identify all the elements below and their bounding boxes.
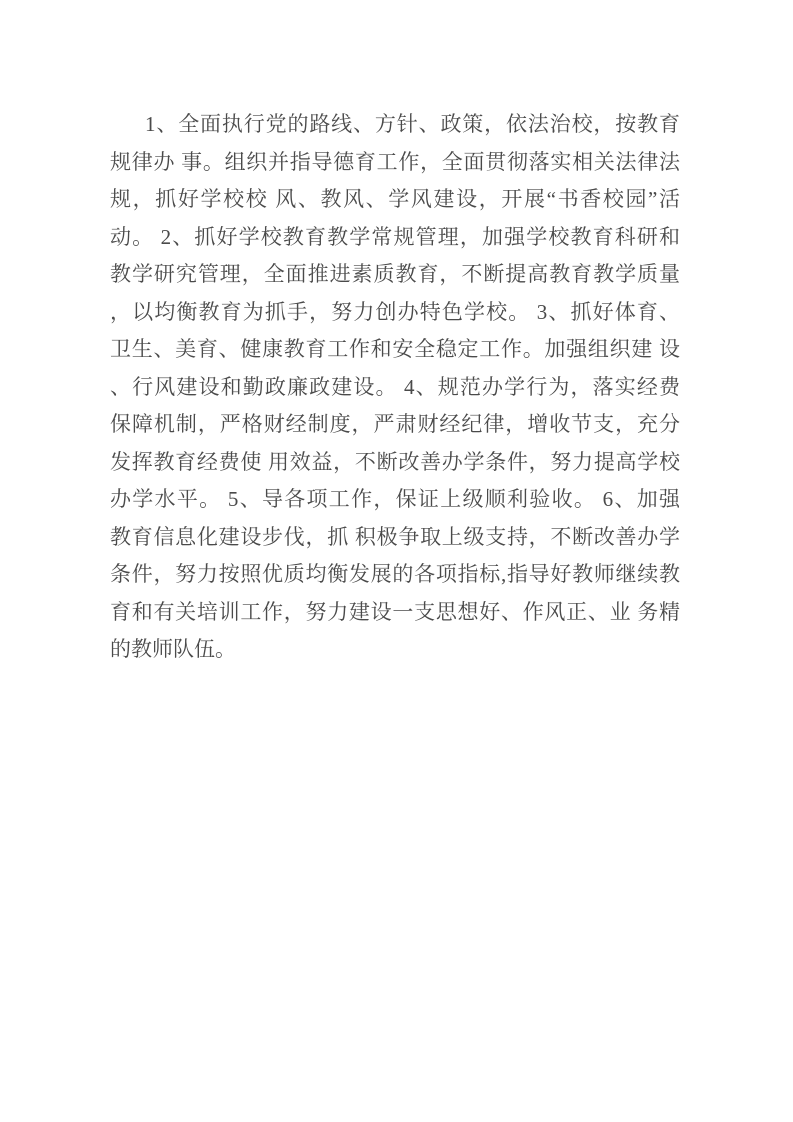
paragraph-line: 的教师队伍。 [110, 637, 236, 661]
body-paragraph [110, 106, 680, 669]
paragraph-line: 条件，努力按照优质均衡发展的各项指标,指导好教师继续教 [110, 562, 680, 586]
paragraph-line: 保障机制，严格财经制度，严肃财经纪律，增收节支，充分 [110, 412, 680, 436]
paragraph-line: 规律办 事。组织并指导德育工作，全面贯彻落实相关法律法 [110, 149, 680, 174]
paragraph-line: 规，抓好学校校 风、教风、学风建设，开展“书香校园”活 [110, 187, 680, 211]
paragraph-line: 发挥教育经费使 用效益，不断改善办学条件，努力提高学校 [110, 449, 680, 474]
paragraph-line: 卫生、美育、健康教育工作和安全稳定工作。加强组织建 设 [110, 337, 680, 361]
paragraph-line: 育和有关培训工作，努力建设一支思想好、作风正、业 务精 [110, 599, 680, 624]
paragraph-line: 教育信息化建设步伐，抓 积极争取上级支持，不断改善办学 [110, 524, 680, 549]
paragraph-line: 动。 2、抓好学校教育教学常规管理，加强学校教育科研和 [110, 224, 680, 249]
paragraph-line: ，以均衡教育为抓手，努力创办特色学校。 3、抓好体育、 [110, 299, 680, 324]
paragraph-line: 1、全面执行党的路线、方针、政策，依法治校，按教育 [145, 112, 680, 136]
paragraph-line: 办学水平。 5、导各项工作，保证上级顺利验收。 6、加强 [110, 487, 680, 511]
paragraph-line: 、行风建设和勤政廉政建设。 4、规范办学行为，落实经费 [110, 374, 680, 399]
paragraph-line: 教学研究管理，全面推进素质教育，不断提高教育教学质量 [110, 262, 680, 286]
